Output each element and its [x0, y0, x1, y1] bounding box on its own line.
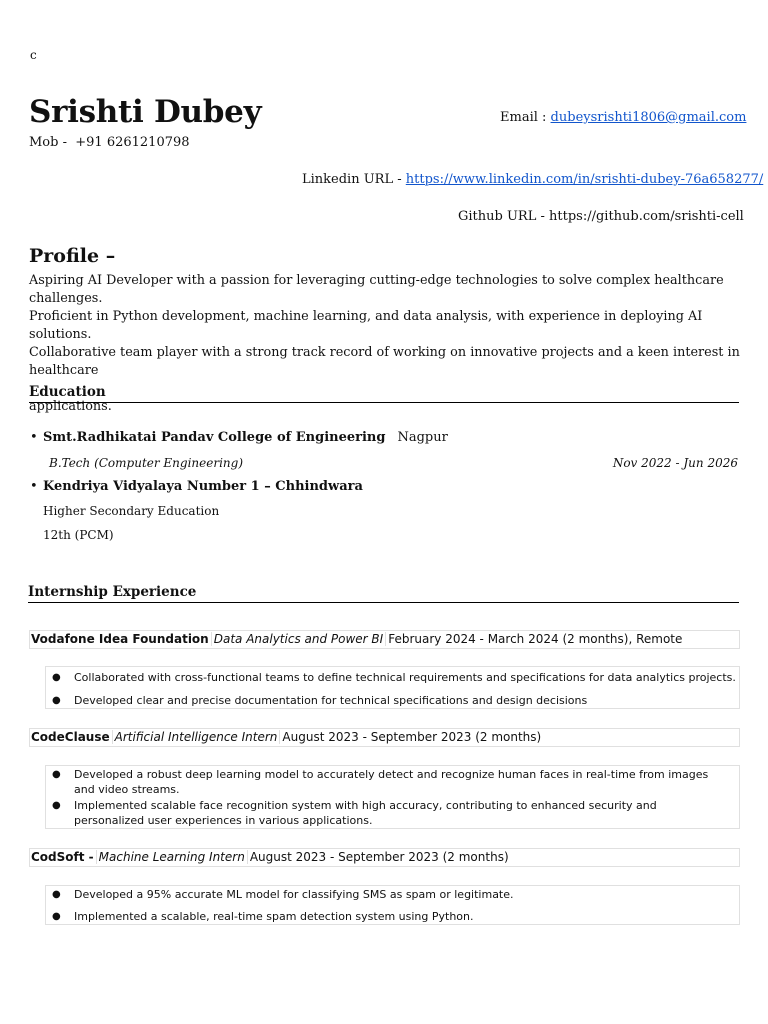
school-name: Kendriya Vidyalaya Number 1 – Chhindwara — [43, 479, 363, 494]
profile-heading: Profile – — [29, 245, 116, 267]
bullet-icon: • — [30, 479, 38, 494]
job-role: Data Analytics and Power BI — [211, 632, 386, 646]
profile-line: applications. — [29, 399, 112, 414]
company-name: Vodafone Idea Foundation — [31, 632, 209, 646]
mobile-line — [29, 135, 190, 150]
job-header — [29, 630, 740, 649]
mobile-number: +91 6261210798 — [75, 135, 190, 150]
bullet-icon: ● — [52, 911, 61, 922]
github-label: Github URL - — [458, 209, 545, 224]
bullet-icon: ● — [52, 695, 61, 706]
degree-name: B.Tech (Computer Engineering) — [49, 456, 244, 470]
list-item: ● Collaborated with cross-functional teams to define technical requirements and specifications for data analytics projects. — [52, 671, 736, 684]
company-name: CodSoft - — [31, 850, 94, 864]
mobile-label: Mob - — [29, 135, 67, 150]
email-line — [500, 110, 746, 125]
job-details — [45, 885, 740, 925]
bullet-icon: ● — [52, 769, 61, 780]
bullet-icon: ● — [52, 672, 61, 683]
job-role: Machine Learning Intern — [96, 850, 248, 864]
list-item: ● Developed a 95% accurate ML model for classifying SMS as spam or legitimate. — [52, 888, 514, 901]
profile-line: Collaborative team player with a strong track record of working on innovative projects and a keen interest in healthcare — [29, 345, 740, 378]
company-name: CodeClause — [31, 730, 110, 744]
education-heading: Education — [29, 384, 739, 403]
internship-heading: Internship Experience — [28, 584, 739, 603]
job-period: February 2024 - March 2024 (2 months), Remote — [388, 632, 683, 646]
school-name: Smt.Radhikatai Pandav College of Engineering — [43, 430, 386, 445]
job-role: Artificial Intelligence Intern — [112, 730, 281, 744]
job-details — [45, 666, 740, 709]
list-item: ● Implemented scalable face recognition system with high accuracy, contributing to enhanced security and personalized user experiences in various applications. — [52, 799, 657, 827]
degree-dates: Nov 2022 - Jun 2026 — [612, 456, 738, 470]
email-link[interactable]: dubeysrishti1806@gmail.com — [550, 110, 747, 125]
bullet-icon: ● — [52, 800, 61, 811]
bullet-icon: ● — [52, 889, 61, 900]
list-item: ● Developed clear and precise documentation for technical specifications and design decisions — [52, 694, 588, 707]
job-period: August 2023 - September 2023 (2 months) — [249, 850, 509, 864]
job-header — [29, 848, 740, 867]
linkedin-line — [302, 172, 763, 187]
linkedin-label: Linkedin URL - — [302, 172, 402, 187]
github-line — [458, 209, 744, 224]
list-item: ● Developed a robust deep learning model to accurately detect and recognize human faces in real-time from images and video streams. — [52, 768, 709, 796]
list-item: ● Implemented a scalable, real-time spam detection system using Python. — [52, 910, 474, 923]
github-url: https://github.com/srishti-cell — [549, 209, 744, 224]
linkedin-link[interactable]: https://www.linkedin.com/in/srishti-dubey-76a658277/ — [405, 172, 764, 187]
email-label: Email : — [500, 110, 547, 125]
job-period: August 2023 - September 2023 (2 months) — [282, 730, 542, 744]
school-city: Nagpur — [397, 430, 448, 445]
profile-line: Aspiring AI Developer with a passion for leveraging cutting-edge technologies to solve complex healthcare challenges. — [29, 273, 724, 306]
job-details — [45, 765, 740, 829]
candidate-name: Srishti Dubey — [29, 94, 262, 130]
education-detail: 12th (PCM) — [43, 528, 114, 542]
bullet-icon: • — [30, 430, 38, 445]
corner-mark: c — [30, 48, 37, 62]
education-detail: Higher Secondary Education — [43, 504, 220, 518]
profile-line: Proficient in Python development, machine learning, and data analysis, with experience in deploying AI solutions. — [29, 309, 703, 342]
job-header — [29, 728, 740, 747]
